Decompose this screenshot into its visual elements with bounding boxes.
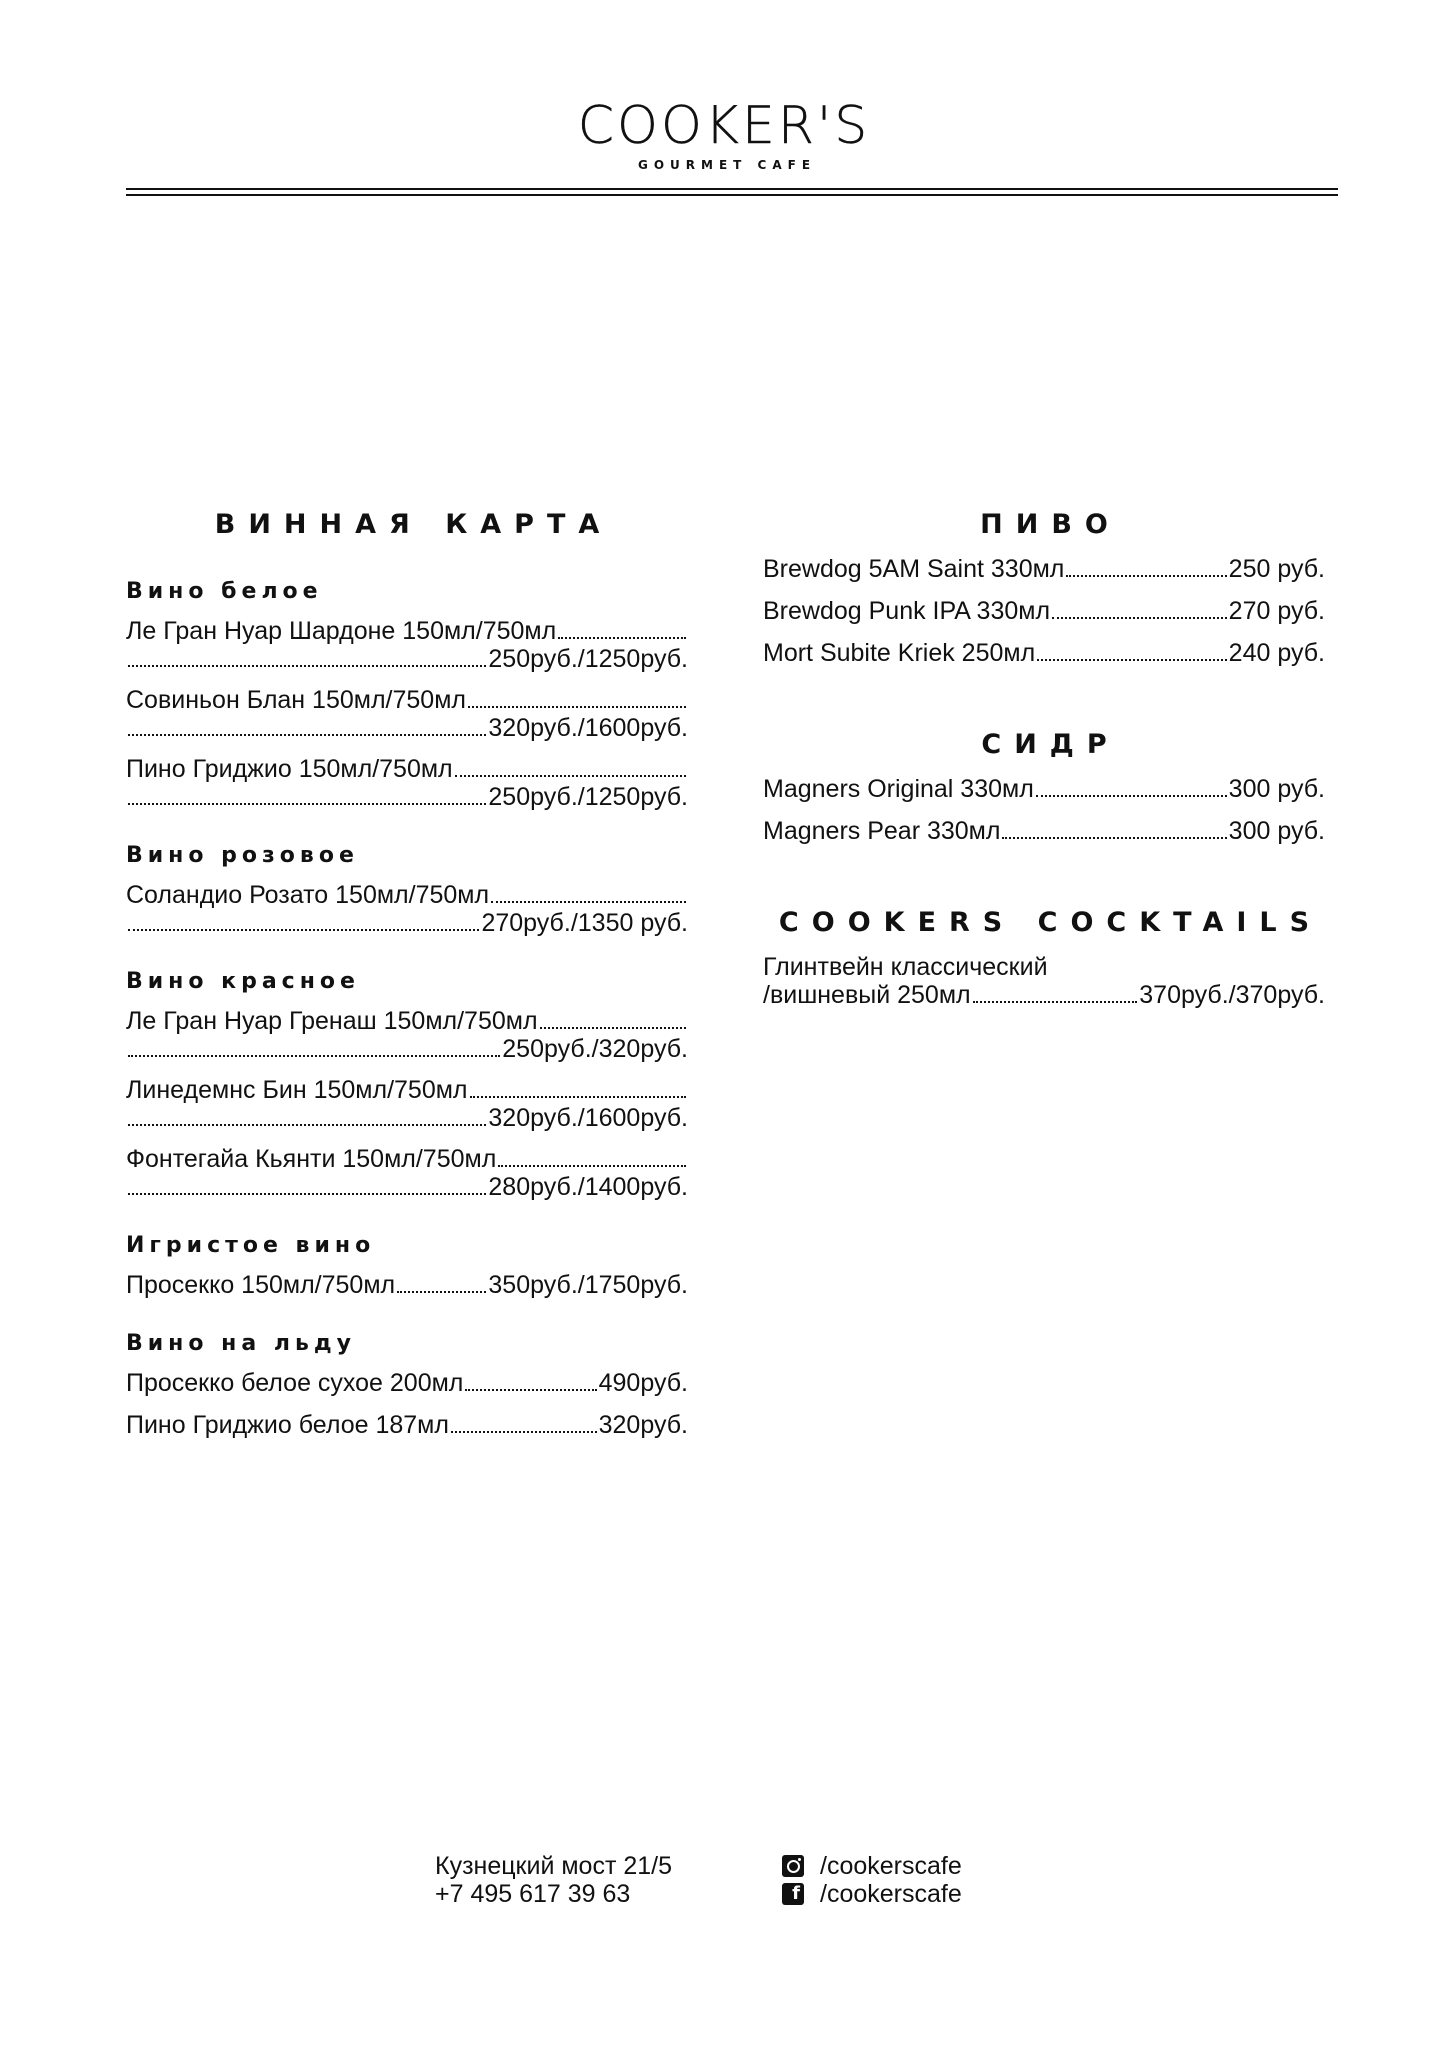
- item-name: Просекко 150мл/750мл: [126, 1271, 396, 1299]
- rose-wine-title: Вино розовое: [126, 843, 359, 868]
- dot-leader: [973, 1001, 1138, 1003]
- cider-list: [763, 775, 1325, 845]
- item-price: 280руб./1400руб.: [488, 1173, 688, 1201]
- dot-leader: [1002, 837, 1226, 839]
- item-name: Линедемнс Бин 150мл/750мл: [126, 1076, 468, 1104]
- menu-item: [126, 1411, 688, 1439]
- dot-leader: [465, 1389, 596, 1391]
- sparkling-wine-title: Игристое вино: [126, 1233, 376, 1258]
- dot-leader: [451, 1431, 597, 1433]
- wine-on-ice-title: Вино на льду: [126, 1331, 356, 1356]
- dot-leader: [128, 1193, 486, 1195]
- dot-leader: [1066, 575, 1226, 577]
- dot-leader: [491, 901, 686, 903]
- facebook-handle: /cookerscafe: [820, 1880, 962, 1908]
- dot-leader: [128, 1124, 486, 1126]
- dot-leader: [1037, 659, 1227, 661]
- item-price: 320руб./1600руб.: [488, 714, 688, 742]
- wine-list-title: ВИННАЯ КАРТА: [214, 509, 613, 540]
- menu-item: [763, 597, 1325, 625]
- menu-item: [126, 1145, 688, 1201]
- item-name: Совиньон Блан 150мл/750мл: [126, 686, 466, 714]
- menu-item: [763, 817, 1325, 845]
- dot-leader: [498, 1165, 686, 1167]
- item-price: 250руб./320руб.: [502, 1035, 688, 1063]
- menu-item: [126, 617, 688, 673]
- dot-leader: [468, 706, 686, 708]
- item-name: Просекко белое сухое 200мл: [126, 1369, 464, 1397]
- beer-title: ПИВО: [980, 509, 1121, 540]
- item-price: 300 руб.: [1228, 817, 1325, 845]
- white-wine-list: [126, 617, 688, 811]
- menu-item: [126, 1076, 688, 1132]
- item-name: Mort Subite Kriek 250мл: [763, 639, 1036, 667]
- dot-leader: [128, 1055, 500, 1057]
- item-price: 250 руб.: [1228, 555, 1325, 583]
- cocktails-title: COOKERS COCKTAILS: [778, 907, 1323, 938]
- white-wine-title: Вино белое: [126, 579, 323, 604]
- dot-leader: [128, 734, 486, 736]
- logo-sub-text: GOURMET CAFE: [637, 158, 817, 172]
- item-price: 300 руб.: [1228, 775, 1325, 803]
- wine-on-ice-list: [126, 1369, 688, 1439]
- sparkling-wine-list: [126, 1271, 688, 1299]
- dot-leader: [1052, 617, 1227, 619]
- red-wine-list: [126, 1007, 688, 1201]
- item-name: Пино Гриджио 150мл/750мл: [126, 755, 453, 783]
- item-name: Фонтегайа Кьянти 150мл/750мл: [126, 1145, 497, 1173]
- menu-item: [126, 686, 688, 742]
- item-name: Пино Гриджио белое 187мл: [126, 1411, 449, 1439]
- menu-item: [763, 639, 1325, 667]
- item-name: Ле Гран Нуар Гренаш 150мл/750мл: [126, 1007, 538, 1035]
- item-name: Соландио Розато 150мл/750мл: [126, 881, 490, 909]
- menu-item: [763, 775, 1325, 803]
- cocktails-list: [763, 953, 1325, 1009]
- dot-leader: [128, 803, 486, 805]
- item-price: 250руб./1250руб.: [488, 783, 688, 811]
- instagram-link[interactable]: [782, 1852, 962, 1880]
- header-divider-bottom: [126, 194, 1338, 196]
- wine-list-column: [126, 505, 688, 1453]
- item-price: 370руб./370руб.: [1139, 981, 1325, 1009]
- item-name: Ле Гран Нуар Шардоне 150мл/750мл: [126, 617, 557, 645]
- dot-leader: [455, 775, 686, 777]
- item-price: 320руб.: [598, 1411, 688, 1439]
- instagram-icon: [782, 1855, 804, 1877]
- item-price: 320руб./1600руб.: [488, 1104, 688, 1132]
- cider-title: СИДР: [981, 729, 1120, 760]
- dot-leader: [540, 1027, 686, 1029]
- item-price: 250руб./1250руб.: [488, 645, 688, 673]
- menu-item: [126, 1271, 688, 1299]
- dot-leader: [128, 929, 479, 931]
- rose-wine-list: [126, 881, 688, 937]
- menu-item: [126, 1007, 688, 1063]
- dot-leader: [1036, 795, 1227, 797]
- item-price: 240 руб.: [1228, 639, 1325, 667]
- logo-main-text: COOKER'S: [577, 96, 871, 156]
- instagram-handle: /cookerscafe: [820, 1852, 962, 1880]
- item-name: Magners Pear 330мл: [763, 817, 1001, 845]
- item-name: Magners Original 330мл: [763, 775, 1034, 803]
- menu-item: [763, 953, 1325, 1009]
- address: Кузнецкий мост 21/5: [435, 1852, 673, 1880]
- menu-item: [126, 755, 688, 811]
- item-name-continued: /вишневый 250мл: [763, 981, 971, 1009]
- logo: [0, 98, 1448, 172]
- menu-item: [126, 1369, 688, 1397]
- dot-leader: [128, 665, 486, 667]
- item-price: 350руб./1750руб.: [488, 1271, 688, 1299]
- footer-contacts: [435, 1852, 672, 1908]
- dot-leader: [558, 637, 686, 639]
- drinks-column: [763, 505, 1325, 1023]
- facebook-icon: f: [782, 1883, 804, 1905]
- item-price: 270руб./1350 руб.: [481, 909, 688, 937]
- item-name: Brewdog Punk IPA 330мл: [763, 597, 1051, 625]
- item-price: 270 руб.: [1228, 597, 1325, 625]
- facebook-link[interactable]: [782, 1880, 962, 1908]
- beer-list: [763, 555, 1325, 667]
- menu-item: [126, 881, 688, 937]
- header-divider-top: [126, 188, 1338, 190]
- red-wine-title: Вино красное: [126, 969, 360, 994]
- dot-leader: [470, 1096, 686, 1098]
- item-name: Глинтвейн классический: [763, 953, 1048, 981]
- item-price: 490руб.: [598, 1369, 688, 1397]
- footer-social: [782, 1852, 962, 1908]
- phone-number: +7 495 617 39 63: [435, 1880, 631, 1908]
- dot-leader: [397, 1291, 486, 1293]
- item-name: Brewdog 5AM Saint 330мл: [763, 555, 1065, 583]
- menu-item: [763, 555, 1325, 583]
